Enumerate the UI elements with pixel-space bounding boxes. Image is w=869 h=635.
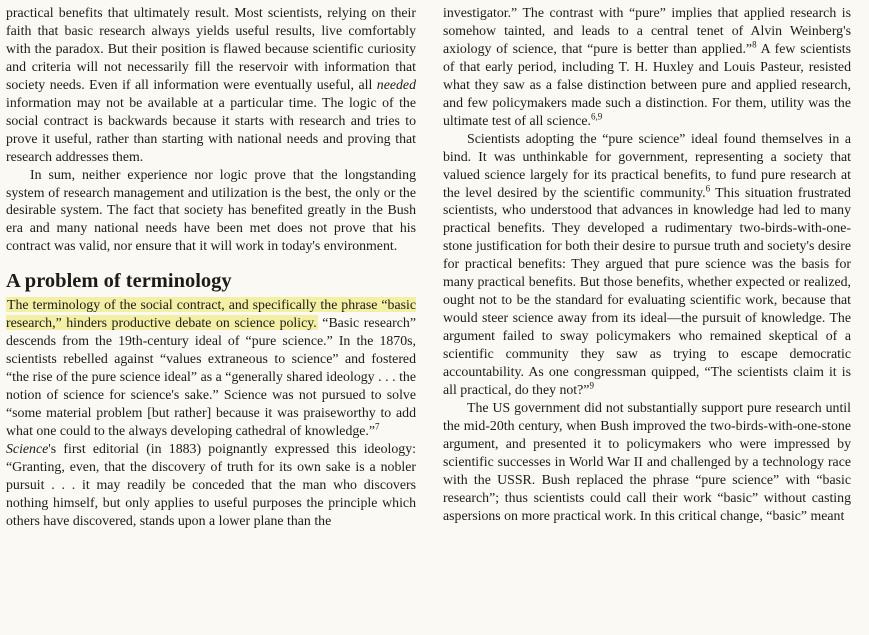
paragraph-pure-vs-applied <box>443 4 851 130</box>
text-run: “Basic research” descends from the 19th-century ideal of “pure science.” In the 1870s, scientists rebelled against “values extraneous to science” and fostered “the rise of the pure science ideal” as a “generally shared ideology . . . the notion of science for science's sake.” Science was not pursued to solve “some material problem [but rather] because it was praiseworthy to add what one could to the always developing cathedral of knowledge.” <box>6 315 416 439</box>
text-run: 's first editorial (in 1883) poignantly expressed this ideology: “Granting, even, that the discovery of truth for its own sake is a nobler pursuit . . . it may readily be conceded that the man who discovers nothing himself, but only applies to useful purposes the principle which others have discovered, stands upon a lower plane than the <box>6 440 416 528</box>
left-column <box>6 4 416 530</box>
text-run: investigator.” The contrast with “pure” implies that applied research is somehow tainted, and leads to a central tenet of Alvin Weinberg's axiology of science, that “pure is better than applied.” <box>443 5 851 56</box>
footnote-ref-8: 8 <box>752 39 757 50</box>
paragraph-terminology <box>6 296 416 529</box>
right-column <box>443 4 851 525</box>
text-run: A few scientists of that early period, including T. H. Huxley and Louis Pasteur, resisted what they saw as a false distinction between pure and applied research, and few policymakers made such a distinction. For them, utility was the ultimate test of all science. <box>443 40 852 128</box>
paragraph-in-sum: In sum, neither experience nor logic prove that the longstanding system of research management and utilization is the best, the only or the desirable system. The fact that society has benefited greatly in the Bush era and many national needs have been met does not prove that his contract was valid, nor ensure that it will work in today's environment. <box>6 166 416 254</box>
footnote-ref-6: 6 <box>705 182 711 193</box>
highlighted-sentence: The terminology of the social contract, and specifically the phrase “basic research,” hinders productive debate on science policy. <box>6 297 416 331</box>
emphasis-needed: needed <box>376 76 416 92</box>
text-run: Scientists adopting the “pure science” ideal found themselves in a bind. It was unthinkable for government, representing a society that valued science largely for its practical benefits, to fund pure research at the level desired by the scientific community. <box>443 130 851 200</box>
paragraph-bind <box>443 130 851 399</box>
paragraph-us-government: The US government did not substantially support pure research until the mid-20th century, when Bush improved the two-birds-with-one-stone argument, and presented it to policymakers who were impressed by scientific successes in World War II and challenged by a technology race with the USSR. Bush replaced the phrase “pure science” with “basic research”; thus scientists could call their work “basic” without casting aspersions on more practical work. In this critical change, “basic” meant <box>443 399 851 523</box>
section-heading: A problem of terminology <box>6 270 232 293</box>
footnote-ref-6-9: 6,9 <box>591 111 603 122</box>
journal-name-science: Science <box>6 440 49 456</box>
paragraph-paradox <box>6 4 416 166</box>
footnote-ref-7: 7 <box>375 421 380 432</box>
text-run: practical benefits that ultimately result. Most scientists, relying on their faith that basic research always yields useful results, live comfortably with the paradox. But their position is flawed because scientific curiosity and criteria will not necessarily fill the reservoir with information that society needs. Even if all information were eventually useful, all <box>6 5 416 92</box>
text-run: This situation frustrated scientists, who understood that advances in knowledge had led to many practical benefits. They developed a rudimentary two-birds-with-one-stone justification for both their desire to pursue truth and society's desire for practical benefits: They argued that pure science was the basis for many practical benefits. But those benefits, whether expected or realized, ought not to be the standard for evaluating scientific work, because that would steer science away from its ideal—the pursuit of knowledge. The argument failed to sway policymakers who remained skeptical of a scientific community they saw as trying to escape democratic accountability. As one congressman quipped, “The scientists claim it is all practical, do they not?” <box>443 184 851 398</box>
footnote-ref-9: 9 <box>589 380 594 391</box>
text-run: information may not be available at a particular time. The logic of the social contract is backwards because it starts with research and tries to prove it useful, rather than starting with national needs and proving that research addresses them. <box>6 94 416 164</box>
